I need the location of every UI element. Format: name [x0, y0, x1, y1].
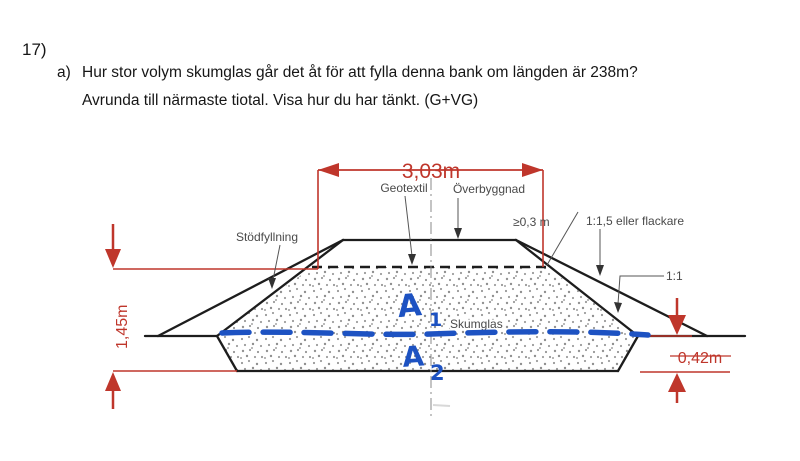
- area-a2-subscript: 2: [430, 361, 445, 385]
- dim-top-width-value: 3,03m: [401, 160, 461, 183]
- scan-artifact: [433, 405, 450, 406]
- dimension-depth: [640, 298, 731, 403]
- arrowhead-icon: [614, 302, 622, 313]
- outer-slope-label: 1:1,5 eller flackare: [586, 214, 685, 228]
- skumglas-label: Skumglas: [450, 317, 503, 331]
- question-text-line1: Hur stor volym skumglas går det åt för att fylla denna bank om längden är 238m?: [82, 64, 638, 81]
- dim-total-height-value: 1,45m: [114, 304, 131, 349]
- arrow-up-icon: [105, 372, 121, 391]
- skumglas-area-stipple: [217, 267, 638, 374]
- arrow-up-icon: [668, 373, 686, 392]
- dim-depth-value: 0,42m: [677, 350, 723, 367]
- arrowhead-icon: [454, 228, 462, 239]
- inner-slope-label: 1:1: [666, 269, 683, 283]
- arrowhead-icon: [268, 278, 276, 289]
- stodfyllning-label: Stödfyllning: [235, 230, 299, 244]
- arrow-right-icon: [522, 163, 543, 177]
- question-text-line2: Avrunda till närmaste tiotal. Visa hur du har tänkt. (G+VG): [82, 92, 479, 109]
- inner-slope-leader: [618, 276, 664, 304]
- geotextil-label: Geotextil: [380, 181, 428, 195]
- arrowhead-icon: [408, 254, 416, 265]
- problem-item-label: a): [57, 64, 71, 81]
- area-a1-subscript: 1: [429, 309, 443, 331]
- overbyggnad-label: Överbyggnad: [452, 182, 526, 196]
- area-a1-label: A: [396, 287, 424, 326]
- area-a2-label: A: [401, 339, 426, 374]
- min-cover-label: ≥0,3 m: [513, 215, 550, 229]
- geotextil-leader: [405, 196, 412, 256]
- arrow-down-icon: [105, 249, 121, 268]
- problem-number: 17): [22, 40, 47, 59]
- arrowhead-icon: [596, 265, 604, 276]
- arrow-left-icon: [318, 163, 339, 177]
- min-cover-leader: [547, 212, 578, 265]
